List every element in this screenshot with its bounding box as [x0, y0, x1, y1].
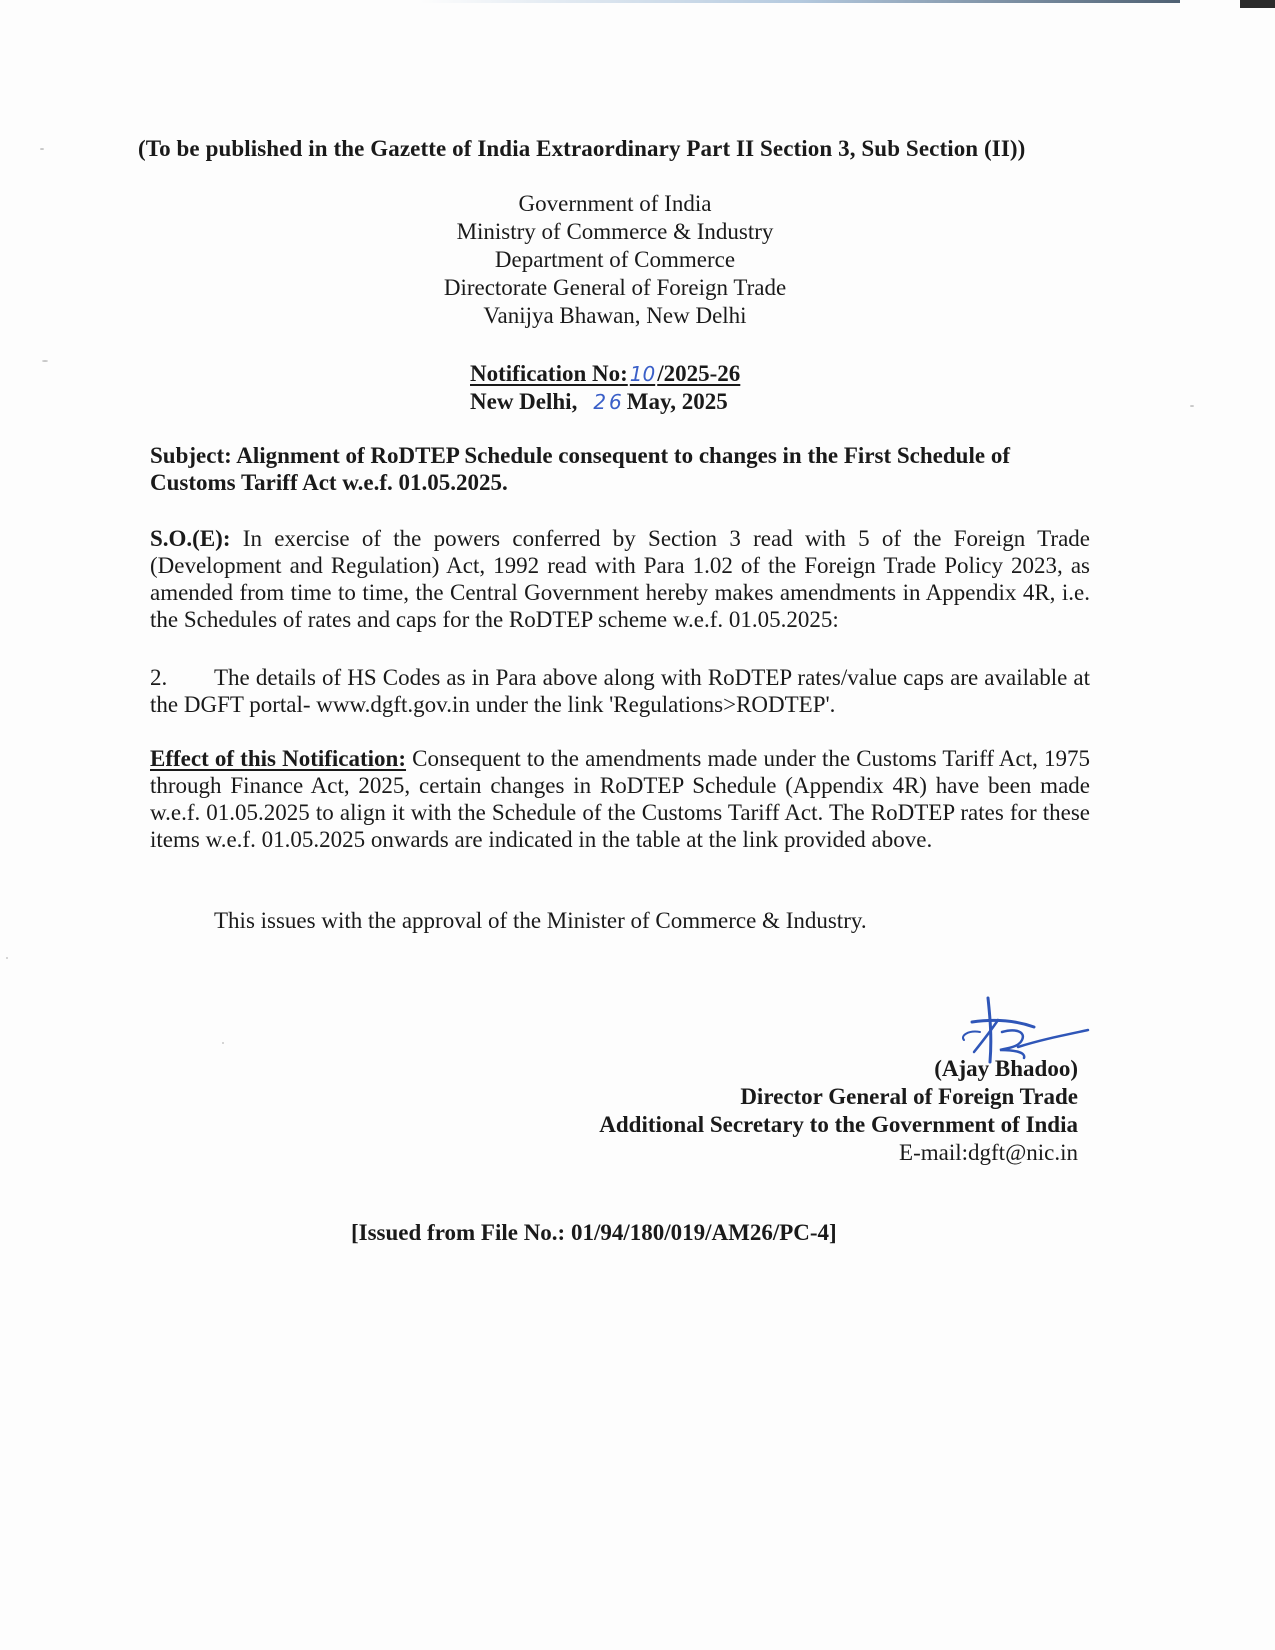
- subject-line: Subject: Alignment of RoDTEP Schedule consequent to changes in the First Schedule of Customs Tariff Act w.e.f. 01.05.2025.: [150, 443, 1010, 495]
- notification-place: New Delhi,: [470, 389, 578, 414]
- effect-paragraph: [150, 745, 1090, 853]
- header-line-directorate: Directorate General of Foreign Trade: [443, 275, 787, 300]
- scan-edge: [420, 0, 1180, 3]
- header-line-ministry: Ministry of Commerce & Industry: [456, 219, 774, 244]
- paragraph-2: [150, 664, 1090, 718]
- handwritten-notification-number: 10: [629, 362, 656, 386]
- scan-speck: [42, 360, 48, 362]
- notification-number-block: [470, 360, 770, 416]
- file-number: [Issued from File No.: 01/94/180/019/AM26/PC-4]: [351, 1220, 837, 1245]
- signatory-name: (Ajay Bhadoo): [934, 1056, 1078, 1081]
- handwritten-day: 26: [593, 390, 625, 414]
- signatory-title-dgft: Director General of Foreign Trade: [740, 1084, 1078, 1109]
- scan-speck: [40, 148, 44, 150]
- notification-suffix: /2025-26: [657, 361, 741, 386]
- notification-month-year: May, 2025: [626, 389, 728, 414]
- so-paragraph: [150, 525, 1090, 633]
- signatory-email: E-mail:dgft@nic.in: [899, 1140, 1078, 1165]
- notification-prefix: Notification No:: [470, 361, 628, 386]
- signatory-block: [500, 1055, 1078, 1167]
- scan-speck: [6, 957, 8, 959]
- effect-label: Effect of this Notification:: [150, 746, 407, 771]
- so-label: S.O.(E):: [150, 526, 231, 551]
- header-line-government: Government of India: [518, 191, 712, 216]
- issuing-authority-header: [300, 190, 930, 330]
- effect-text: Consequent to the amendments made under the Customs Tariff Act, 1975 through Finance Act, 2025, certain changes in RoDTEP Schedule (Appendix 4R) have been made w.e.f. 01.05.2025 to align it with the Schedule of the Customs Tariff Act. The RoDTEP rates for these items w.e.f. 01.05.2025 onwards are indicated in the table at the link provided above.: [150, 746, 1090, 852]
- signatory-title-secretary: Additional Secretary to the Government of India: [599, 1112, 1078, 1137]
- gazette-publication-line: (To be published in the Gazette of India Extraordinary Part II Section 3, Sub Section (II)): [138, 136, 1026, 161]
- scan-speck: [222, 1042, 224, 1044]
- header-line-address: Vanijya Bhawan, New Delhi: [483, 303, 747, 328]
- so-text: In exercise of the powers conferred by Section 3 read with 5 of the Foreign Trade (Development and Regulation) Act, 1992 read with Para 1.02 of the Foreign Trade Policy 2023, as amended from time to time, the Central Government hereby makes amendments in Appendix 4R, i.e. the Schedules of rates and caps for the RoDTEP scheme w.e.f. 01.05.2025:: [150, 526, 1090, 632]
- paragraph-2-number: 2.: [150, 665, 168, 690]
- notification-number: [470, 360, 770, 388]
- approval-statement: This issues with the approval of the Minister of Commerce & Industry.: [214, 908, 867, 933]
- scan-speck: [1190, 405, 1194, 407]
- scan-corner-mark: [1240, 0, 1275, 8]
- paragraph-2-text: The details of HS Codes as in Para above along with RoDTEP rates/value caps are available at the DGFT portal- www.dgft.gov.in under the link 'Regulations>RODTEP'.: [150, 665, 1090, 717]
- header-line-department: Department of Commerce: [494, 247, 736, 272]
- notification-date-line: [470, 388, 770, 416]
